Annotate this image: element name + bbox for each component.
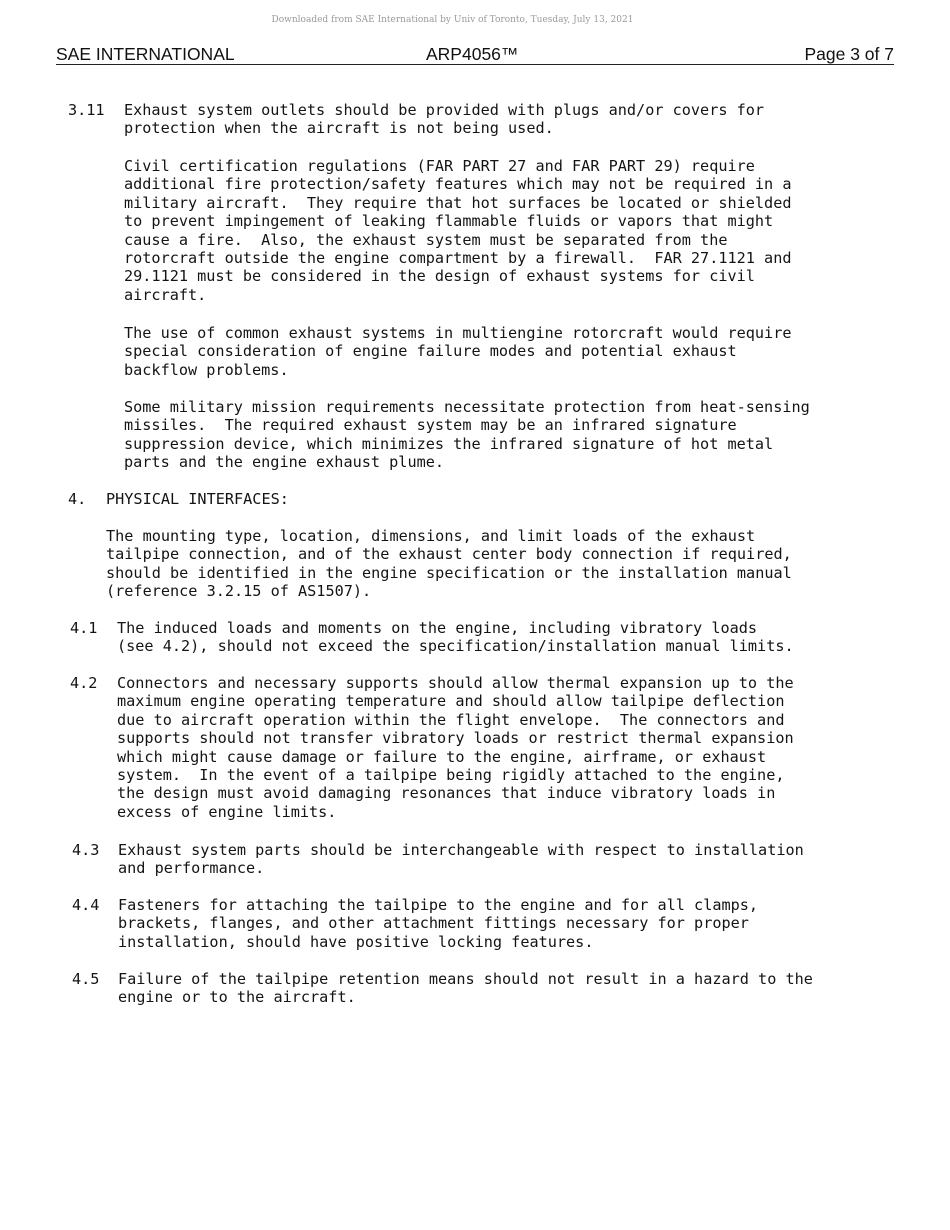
text-line: tailpipe connection, and of the exhaust center body connection if required, [106, 545, 792, 564]
text-line: system. In the event of a tailpipe being rigidly attached to the engine, [117, 766, 785, 785]
text-line: 29.1121 must be considered in the design of exhaust systems for civil [124, 267, 755, 286]
paragraph-4-5 [118, 970, 813, 1007]
paragraph-common-exhaust [124, 324, 792, 379]
text-line: backflow problems. [124, 360, 289, 379]
text-line: and performance. [118, 859, 265, 878]
paragraph-4-3 [118, 841, 804, 878]
paragraph-civil-certification [124, 157, 792, 304]
paragraph-4-intro [106, 527, 792, 601]
section-number-4: 4. [68, 490, 87, 508]
text-line: the design must avoid damaging resonances that induce vibratory loads in [117, 784, 776, 803]
download-note: Downloaded from SAE International by Univ of Toronto, Tuesday, July 13, 2021 [271, 15, 634, 25]
text-line: Fasteners for attaching the tailpipe to the engine and for all clamps, [118, 896, 759, 914]
text-line: engine or to the aircraft. [118, 988, 356, 1007]
section-number-4-3: 4.3 [72, 841, 100, 859]
text-line: which might cause damage or failure to the engine, airframe, or exhaust [117, 747, 767, 766]
text-line: Civil certification regulations (FAR PART 27 and FAR PART 29) require [124, 157, 755, 175]
text-line: should be identified in the engine specification or the installation manual [106, 563, 792, 582]
text-line: Failure of the tailpipe retention means should not result in a hazard to the [118, 970, 813, 988]
text-line: excess of engine limits. [117, 802, 337, 821]
text-line: Connectors and necessary supports should allow thermal expansion up to the [117, 674, 794, 692]
text-line: The mounting type, location, dimensions, and limit loads of the exhaust [106, 527, 756, 545]
text-line: rotorcraft outside the engine compartment by a firewall. FAR 27.1121 and [124, 249, 792, 268]
section-number-4-1: 4.1 [70, 619, 98, 637]
text-line: The use of common exhaust systems in multiengine rotorcraft would require [124, 324, 792, 342]
text-line: special consideration of engine failure modes and potential exhaust [124, 342, 737, 361]
text-line: installation, should have positive locking features. [118, 932, 594, 951]
paragraph-4-2 [117, 674, 794, 821]
text-line: cause a fire. Also, the exhaust system must be separated from the [124, 230, 728, 249]
text-line: protection when the aircraft is not being used. [124, 119, 554, 138]
text-line: to prevent impingement of leaking flammable fluids or vapors that might [124, 212, 774, 231]
text-line: suppression device, which minimizes the infrared signature of hot metal [124, 434, 774, 453]
text-line: parts and the engine exhaust plume. [124, 453, 445, 472]
section-number-4-5: 4.5 [72, 970, 100, 988]
text-line: supports should not transfer vibratory loads or restrict thermal expansion [117, 729, 794, 748]
header-organization: SAE INTERNATIONAL [56, 44, 235, 64]
page-header [56, 44, 894, 65]
section-number-4-4: 4.4 [72, 896, 100, 914]
text-line: (reference 3.2.15 of AS1507). [106, 582, 372, 601]
text-line: maximum engine operating temperature and should allow tailpipe deflection [117, 692, 785, 711]
header-document-number: ARP4056™ [426, 44, 519, 64]
text-line: (see 4.2), should not exceed the specification/installation manual limits. [117, 637, 794, 656]
text-line: missiles. The required exhaust system may be an infrared signature [124, 416, 737, 435]
text-line: Exhaust system parts should be interchangeable with respect to installation [118, 841, 804, 859]
paragraph-military-mission [124, 398, 810, 472]
text-line: due to aircraft operation within the flight envelope. The connectors and [117, 710, 785, 729]
text-line: Some military mission requirements necessitate protection from heat-sensing [124, 398, 810, 416]
paragraph-4-1 [117, 619, 794, 656]
section-heading-physical-interfaces: PHYSICAL INTERFACES: [106, 490, 289, 508]
paragraph-3-11 [124, 101, 764, 138]
text-line: additional fire protection/safety features which may not be required in a [124, 175, 792, 194]
header-page-number: Page 3 of 7 [804, 44, 894, 64]
section-number-3-11: 3.11 [68, 101, 105, 119]
paragraph-4-4 [118, 896, 758, 951]
text-line: brackets, flanges, and other attachment fittings necessary for proper [118, 914, 749, 933]
text-line: The induced loads and moments on the engine, including vibratory loads [117, 619, 758, 637]
section-number-4-2: 4.2 [70, 674, 98, 692]
text-line: Exhaust system outlets should be provided with plugs and/or covers for [124, 101, 765, 119]
text-line: aircraft. [124, 285, 207, 304]
text-line: military aircraft. They require that hot surfaces be located or shielded [124, 193, 792, 212]
